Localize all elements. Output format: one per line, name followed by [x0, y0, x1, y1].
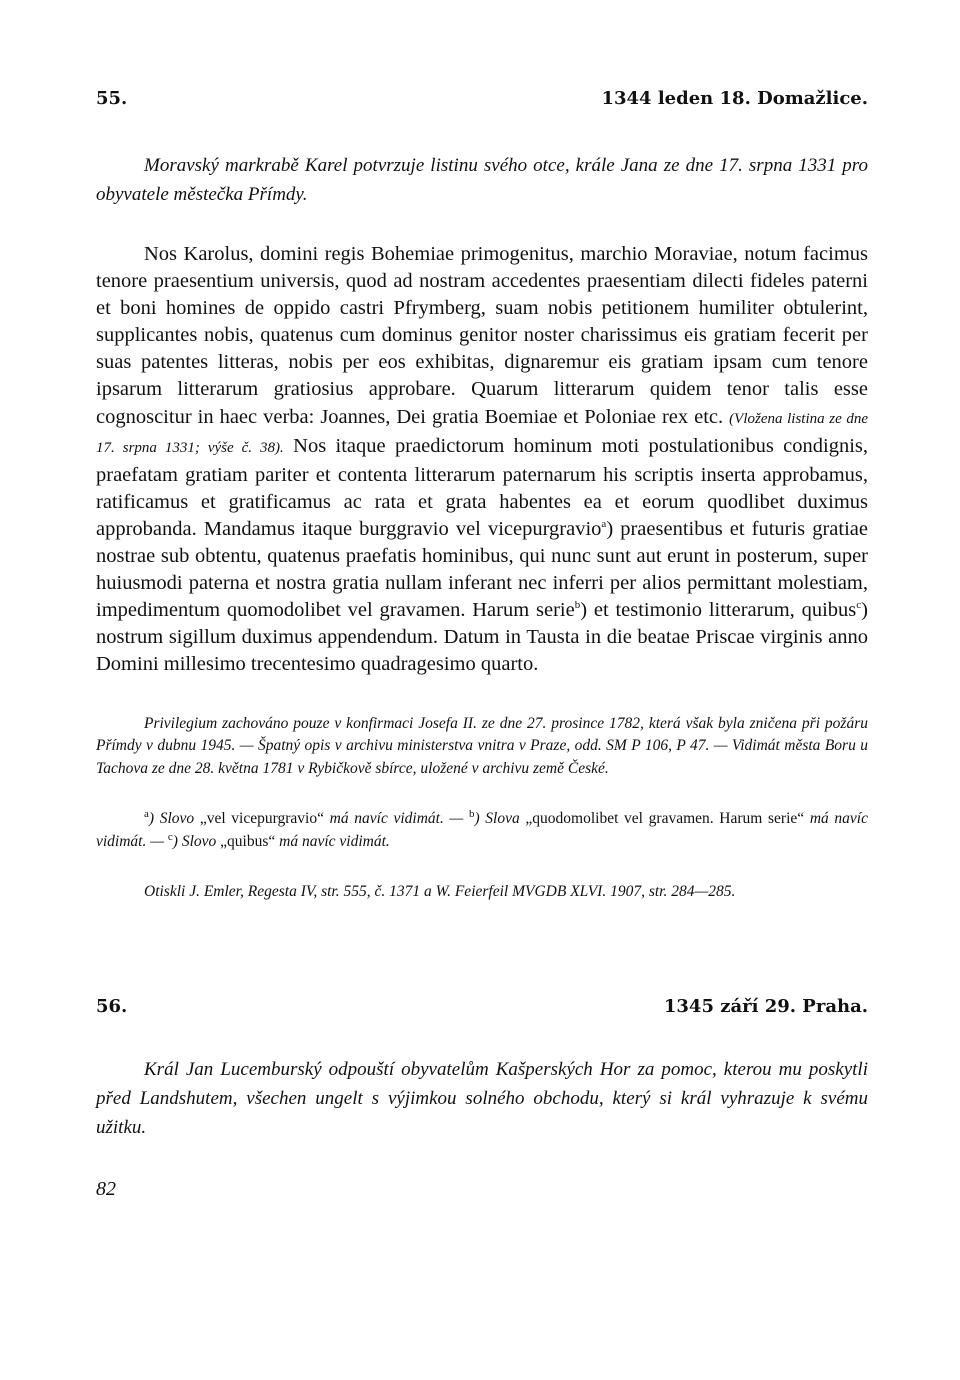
entry-number: 55. [96, 88, 128, 109]
entry-summary: Moravský markrabě Karel potvrzuje listinu svého otce, krále Jana ze dne 17. srpna 1331 pro obyvatele městečka Přímdy. [96, 155, 868, 205]
inserted-charter-note: (Vložena listina ze dne 17. srpna 1331; výše č. 38). [96, 410, 869, 456]
footnote-a-mark: a [144, 807, 149, 820]
entry-summary: Král Jan Lucemburský odpouští obyvatelům Kašperských Hor za pomoc, kterou mu poskytli před Landshutem, všechen ungelt s výjimkou solného obchodu, který si král vyhrazuje k svému užitku. [96, 1058, 868, 1138]
footnote-a-text: ) Slovo [148, 810, 200, 827]
footnote-c-text: má navíc vidimát. [275, 832, 390, 850]
body-text-part: ) nostrum sigillum duximus appendendum. Datum in Tausta in die beatae Priscae virginis anno Domini millesimo trecentesimo quadragesimo quarto. [96, 599, 868, 676]
footnote-b-mark: b [468, 807, 475, 820]
edition-note: Otiskli J. Emler, Regesta IV, str. 555, č. 1371 a W. Feierfeil MVGDB XLVI. 1907, str. 284—285. [144, 883, 736, 900]
entry-date-place: 1344 leden 18. Domažlice. [601, 88, 868, 109]
page-number: 82 [96, 1177, 116, 1200]
footnote-b-text: ) Slova [474, 810, 526, 827]
footnote-mark-a: a [601, 518, 607, 531]
footnote-a-word: „vel vicepurgravio“ [199, 810, 324, 827]
footnote-b-word: „quodomolibet vel gravamen. Harum serie“ [525, 810, 805, 827]
entry-body-text [96, 241, 868, 679]
footnote-c-mark: c [167, 830, 173, 843]
entry-header-55 [96, 88, 868, 109]
footnote-b-text: má navíc vidimát. — [96, 810, 868, 850]
footnote-mark-c: c [856, 599, 862, 612]
footnote-a-text: má navíc vidimát. — [323, 810, 469, 827]
body-text-part: ) praesentibus et futuris gratiae nostrae sub obtentu, quatenus praefatis hominibus, qui nunc sunt aut erunt in posterum, super huiusmodi paterna et nostra gratia nullam inferant nec inferri per alios permittant molestiam, impedimentum quomodolibet vel gravamen. Harum serie [96, 517, 868, 622]
provenance-note: Privilegium zachováno pouze v konfirmaci Josefa II. ze dne 27. prosince 1782, která však byla zničena při požáru Přímdy v dubnu 1945. — Špatný opis v archivu ministerstva vnitra v Praze, odd. SM P 106, P 47. — Vidimát města Boru u Tachova ze dne 28. května 1781 v Rybičkově sbírce, uložené v archivu země České. [96, 714, 868, 777]
body-text-part: Nos Karolus, domini regis Bohemiae primogenitus, marchio Moraviae, notum facimus tenore praesentium universis, quod ad nostram accedentes praesentiam dilecti fideles paterni et boni homines de oppido castri Pfrymberg, suam nobis petitionem humiliter obtulerint, supplicantes nobis, quatenus cum dominus genitor noster charissimus eis gratiam fecerit per suas patentes litteras, nobis per eos exhibitas, dignaremur eis gratiam ipsam cum tenore ipsarum litterarum gratiosius approbare. Quarum litterarum quidem tenor talis esse cognoscitur in haec verba: Joannes, Dei gratia Boemiae et Poloniae rex etc. [96, 243, 868, 428]
footnotes [96, 808, 868, 853]
footnote-c-text: ) Slovo [172, 832, 221, 850]
document-page [96, 88, 868, 1201]
footnote-c-word: „quibus“ [220, 832, 276, 850]
footnote-mark-b: b [574, 599, 581, 612]
entry-date-place: 1345 září 29. Praha. [663, 995, 868, 1017]
body-text-part: Nos itaque praedictorum hominum moti postulationibus condignis, praefatam gratiam pariter et contenta litterarum paternarum his scriptis inserta approbamus, ratificamus et gratificamus ac rata et grata habentes ea et eorum quodlibet duximus approbanda. Mandamus itaque burggravio vel vicepurgravio [96, 434, 868, 540]
body-text-part: ) et testimonio litterarum, quibus [580, 599, 857, 622]
entry-number: 56. [96, 995, 128, 1017]
entry-header-56 [96, 996, 868, 1017]
